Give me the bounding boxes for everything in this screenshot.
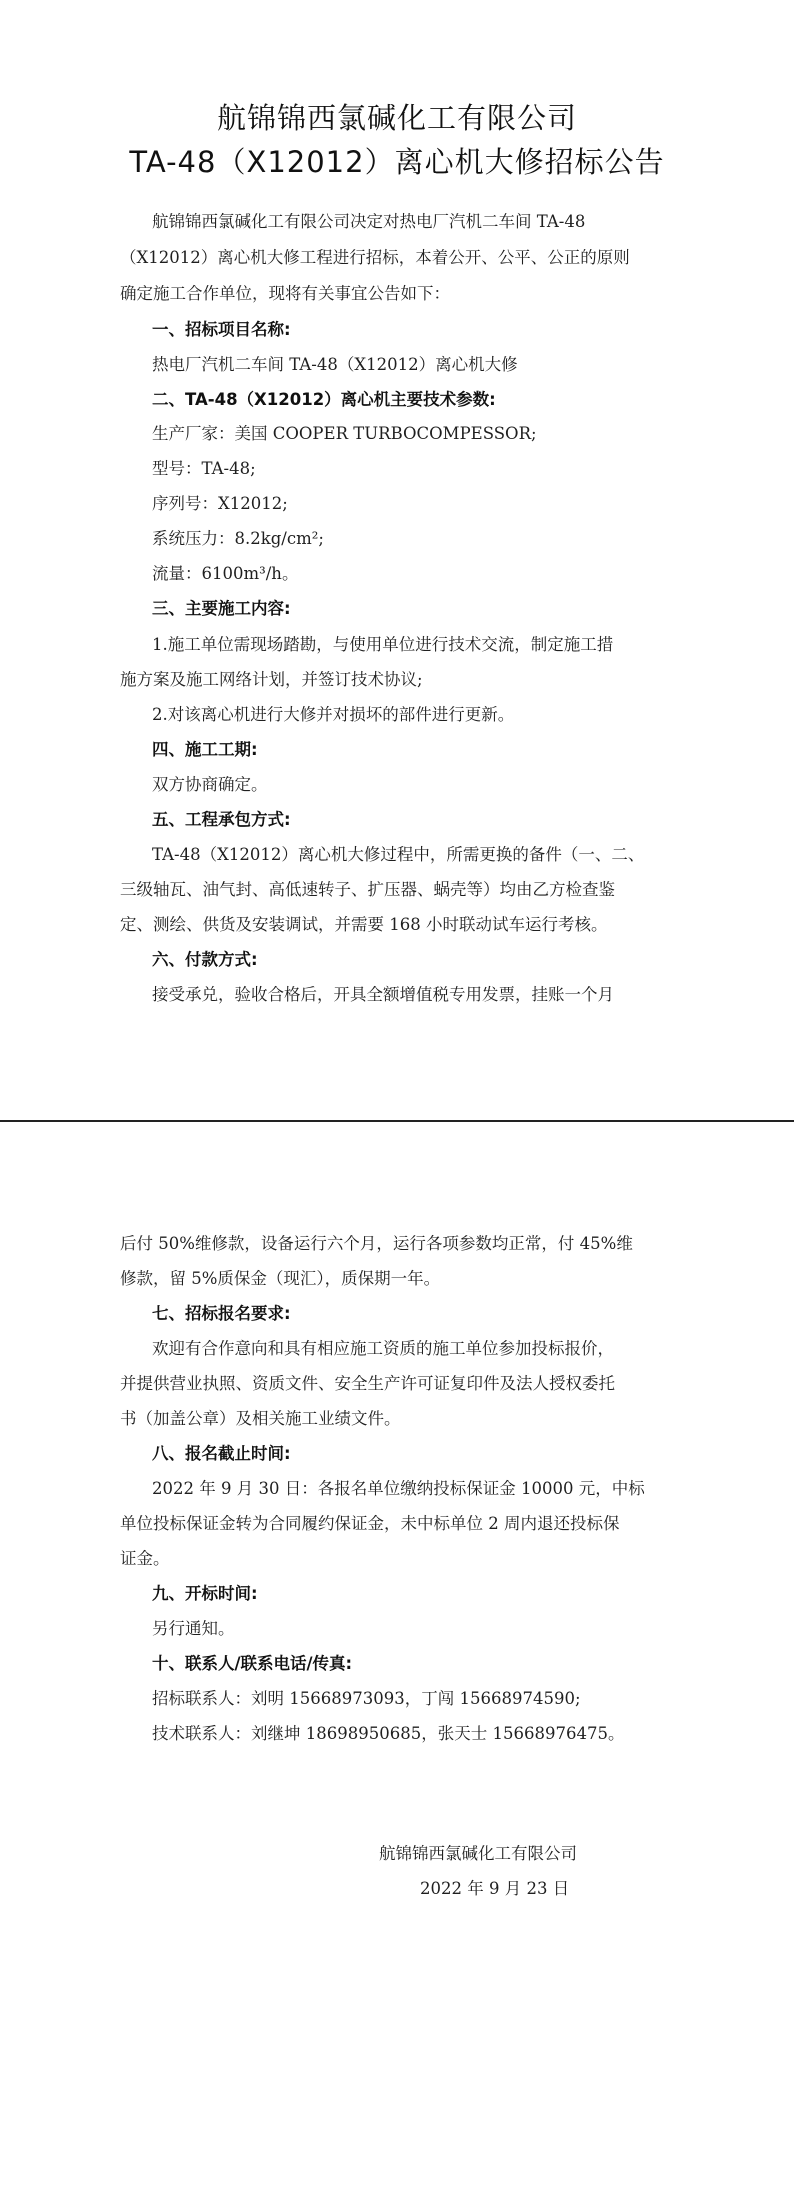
spec-serial: 序列号：X12012; (152, 494, 288, 513)
section-7-line-2: 并提供营业执照、资质文件、安全生产许可证复印件及法人授权委托 (120, 1374, 615, 1393)
section-8-heading: 八、报名截止时间: (152, 1444, 291, 1463)
section-8-line-2: 单位投标保证金转为合同履约保证金，未中标单位 2 周内退还投标保 (120, 1514, 620, 1533)
section-5-line-2: 三级轴瓦、油气封、高低速转子、扩压器、蜗壳等）均由乙方检查鉴 (120, 880, 615, 899)
section-10-heading: 十、联系人/联系电话/传真: (152, 1654, 353, 1673)
section-4-body: 双方协商确定。 (152, 775, 268, 794)
section-3-item-2: 2.对该离心机进行大修并对损坏的部件进行更新。 (152, 705, 515, 724)
section-6-line-3: 修款，留 5%质保金（现汇），质保期一年。 (120, 1269, 441, 1288)
spec-pressure: 系统压力：8.2kg/cm²; (152, 529, 324, 548)
document-title-notice: TA-48（X12012）离心机大修招标公告 (129, 145, 665, 179)
section-6-heading: 六、付款方式: (152, 950, 258, 969)
section-7-line-1: 欢迎有合作意向和具有相应施工资质的施工单位参加投标报价， (152, 1339, 614, 1358)
section-3-item-1-line-1: 1.施工单位需现场踏勘，与使用单位进行技术交流，制定施工措 (152, 635, 614, 654)
spec-model: 型号：TA-48; (152, 459, 256, 478)
section-5-line-1: TA-48（X12012）离心机大修过程中，所需更换的备件（一、二、 (152, 845, 645, 864)
section-2-heading: 二、TA-48（X12012）离心机主要技术参数: (152, 390, 496, 409)
section-4-heading: 四、施工工期: (152, 740, 258, 759)
intro-line-3: 确定施工合作单位，现将有关事宜公告如下： (120, 284, 450, 303)
spec-manufacturer: 生产厂家：美国 COOPER TURBOCOMPESSOR; (152, 424, 537, 443)
section-8-line-1: 2022 年 9 月 30 日：各报名单位缴纳投标保证金 10000 元，中标 (152, 1479, 645, 1498)
intro-line-2: （X12012）离心机大修工程进行招标，本着公开、公平、公正的原则 (120, 248, 630, 267)
section-7-heading: 七、招标报名要求: (152, 1304, 291, 1323)
section-6-line-1: 接受承兑，验收合格后，开具全额增值税专用发票，挂账一个月 (152, 985, 614, 1004)
signature-date: 2022 年 9 月 23 日 (420, 1879, 570, 1898)
section-5-heading: 五、工程承包方式: (152, 810, 291, 829)
document-title-company: 航锦锦西氯碱化工有限公司 (216, 101, 577, 135)
section-7-line-3: 书（加盖公章）及相关施工业绩文件。 (120, 1409, 401, 1428)
page-2 (0, 1128, 794, 2202)
section-8-line-3: 证金。 (120, 1549, 170, 1568)
section-1-body: 热电厂汽机二车间 TA-48（X12012）离心机大修 (152, 355, 518, 374)
spec-flow: 流量：6100m³/h。 (152, 564, 299, 583)
contact-technical: 技术联系人：刘继坤 18698950685，张天士 15668976475。 (152, 1724, 625, 1743)
section-3-item-1-line-2: 施方案及施工网络计划，并签订技术协议; (120, 670, 423, 689)
section-6-line-2: 后付 50%维修款，设备运行六个月，运行各项参数均正常，付 45%维 (120, 1234, 633, 1253)
signature-company: 航锦锦西氯碱化工有限公司 (379, 1844, 577, 1863)
page-divider (0, 1120, 794, 1122)
section-9-body: 另行通知。 (152, 1619, 235, 1638)
section-9-heading: 九、开标时间: (152, 1584, 258, 1603)
section-3-heading: 三、主要施工内容: (152, 599, 291, 618)
contact-bidding: 招标联系人：刘明 15668973093，丁闯 15668974590; (152, 1689, 581, 1708)
intro-line-1: 航锦锦西氯碱化工有限公司决定对热电厂汽机二车间 TA-48 (152, 212, 586, 231)
section-5-line-3: 定、测绘、供货及安装调试，并需要 168 小时联动试车运行考核。 (120, 915, 608, 934)
section-1-heading: 一、招标项目名称: (152, 320, 291, 339)
